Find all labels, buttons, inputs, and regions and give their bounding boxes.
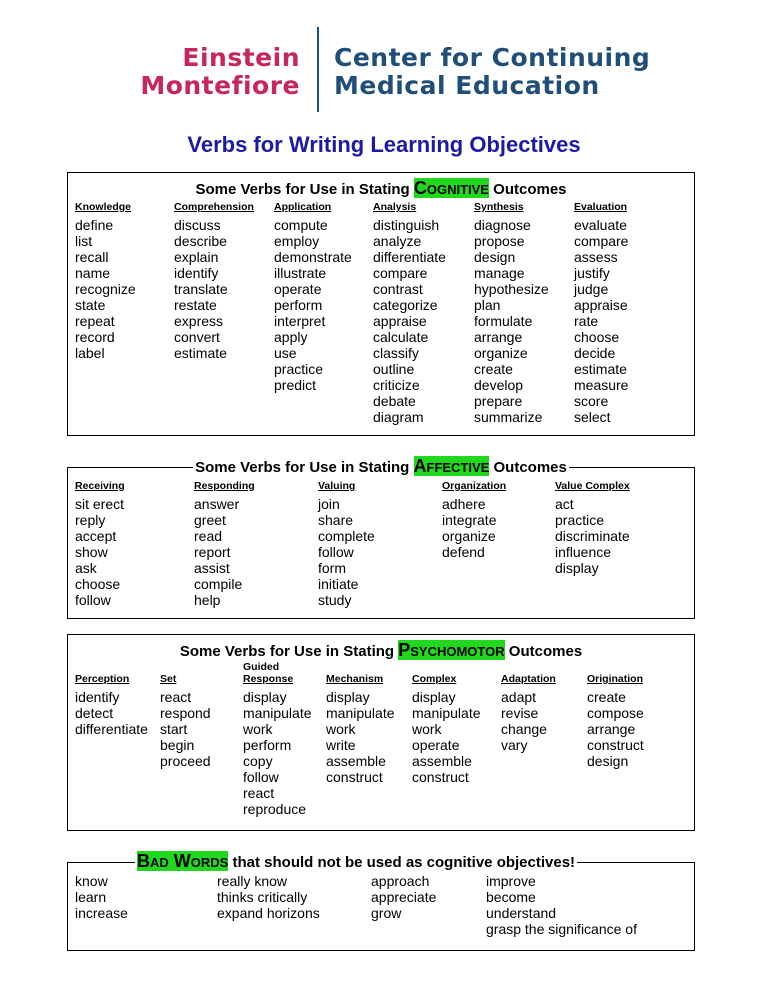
psychomotor-verb: work xyxy=(243,721,273,737)
psychomotor-column-header: Response xyxy=(243,673,294,685)
logo-left-line2: Montefiore xyxy=(140,71,300,100)
bad-words-verb: become xyxy=(486,889,536,905)
cognitive-verb: explain xyxy=(174,249,219,265)
psychomotor-verb: reproduce xyxy=(243,801,307,817)
affective-column xyxy=(318,480,375,608)
psychomotor-verb: assemble xyxy=(412,753,472,769)
cognitive-verb: apply xyxy=(274,329,308,345)
cognitive-verb: calculate xyxy=(373,329,429,345)
affective-verb: organize xyxy=(442,528,496,544)
affective-verb: show xyxy=(75,544,108,560)
cognitive-verb: diagnose xyxy=(474,217,531,233)
psychomotor-verb-list xyxy=(587,689,644,769)
cognitive-column-header: Application xyxy=(274,201,332,213)
cognitive-verb: restate xyxy=(174,297,217,313)
cognitive-heading-highlight: Cognitive xyxy=(413,178,489,198)
affective-section xyxy=(67,456,695,619)
cognitive-verb-list xyxy=(474,217,549,425)
cognitive-verb: illustrate xyxy=(274,265,327,281)
affective-verb: share xyxy=(318,512,354,528)
affective-verb: influence xyxy=(555,544,612,560)
cognitive-column-header: Evaluation xyxy=(574,201,628,213)
psychomotor-verb: adapt xyxy=(501,689,537,705)
cognitive-verb: select xyxy=(574,409,611,425)
cognitive-verb: organize xyxy=(474,345,528,361)
psychomotor-verb: work xyxy=(326,721,356,737)
affective-heading-post: Outcomes xyxy=(489,459,567,476)
affective-verb: follow xyxy=(75,592,111,608)
cognitive-verb: compare xyxy=(574,233,629,249)
cognitive-verb: analyze xyxy=(373,233,422,249)
cognitive-verb-list xyxy=(75,217,136,361)
cognitive-verb: create xyxy=(474,361,513,377)
cognitive-verb: diagram xyxy=(373,409,424,425)
psychomotor-column-header: Complex xyxy=(412,673,457,685)
cognitive-verb: differentiate xyxy=(373,249,446,265)
cognitive-verb-list xyxy=(174,217,254,361)
affective-column xyxy=(75,480,125,608)
cognitive-verb: categorize xyxy=(373,297,438,313)
affective-heading-highlight: Affective xyxy=(413,456,490,476)
psychomotor-column xyxy=(587,673,644,769)
logo-cme xyxy=(334,44,650,100)
cognitive-verb: develop xyxy=(474,377,524,393)
bad-words-section xyxy=(67,862,695,951)
cognitive-verb: prepare xyxy=(474,393,523,409)
cognitive-verb: manage xyxy=(474,265,525,281)
affective-verb: join xyxy=(318,496,340,512)
psychomotor-verb: follow xyxy=(243,769,279,785)
cognitive-column xyxy=(373,201,446,425)
bad-words-verb: expand horizons xyxy=(217,905,320,921)
psychomotor-verb: manipulate xyxy=(326,705,395,721)
cognitive-column xyxy=(274,201,352,393)
affective-verb-list xyxy=(318,496,375,608)
psychomotor-verb: change xyxy=(501,721,547,737)
psychomotor-verb: detect xyxy=(75,705,114,721)
psychomotor-heading-post: Outcomes xyxy=(504,643,583,660)
cognitive-verb: translate xyxy=(174,281,228,297)
cognitive-verb: recognize xyxy=(75,281,136,297)
psychomotor-verb: vary xyxy=(501,737,528,753)
cognitive-verb: use xyxy=(274,345,297,361)
cognitive-section xyxy=(67,172,695,436)
cognitive-verb: plan xyxy=(474,297,501,313)
affective-verb: integrate xyxy=(442,512,497,528)
cognitive-verb: outline xyxy=(373,361,415,377)
affective-verb: assist xyxy=(194,560,230,576)
cognitive-verb: operate xyxy=(274,281,322,297)
cognitive-verb: debate xyxy=(373,393,416,409)
cognitive-verb: predict xyxy=(274,377,317,393)
cognitive-verb: name xyxy=(75,265,111,281)
psychomotor-column xyxy=(501,673,556,753)
affective-verb: initiate xyxy=(318,576,359,592)
affective-verb-list xyxy=(555,496,630,576)
psychomotor-verb: arrange xyxy=(587,721,636,737)
psychomotor-verb: create xyxy=(587,689,626,705)
affective-column xyxy=(442,480,506,560)
cognitive-verb: estimate xyxy=(574,361,627,377)
cognitive-verb: define xyxy=(75,217,114,233)
bad-words-verb-list xyxy=(75,873,128,921)
affective-verb: complete xyxy=(318,528,375,544)
affective-verb: adhere xyxy=(442,496,486,512)
cognitive-verb: appraise xyxy=(373,313,427,329)
cognitive-column xyxy=(474,201,549,425)
bad-words-verb-list xyxy=(486,873,637,937)
psychomotor-verb-list xyxy=(501,689,556,753)
psychomotor-verb: begin xyxy=(160,737,195,753)
cognitive-column xyxy=(574,201,628,425)
bad-words-verb: really know xyxy=(217,873,288,889)
bad-words-heading-highlight: Bad Words xyxy=(137,851,229,871)
cognitive-verb: compare xyxy=(373,265,428,281)
affective-column xyxy=(555,480,630,576)
psychomotor-verb: respond xyxy=(160,705,211,721)
affective-verb: read xyxy=(194,528,223,544)
affective-heading xyxy=(68,456,694,477)
cognitive-verb: distinguish xyxy=(373,217,440,233)
psychomotor-verb: write xyxy=(326,737,356,753)
bad-words-verb: thinks critically xyxy=(217,889,308,905)
bad-words-column xyxy=(486,873,637,937)
affective-verb: compile xyxy=(194,576,243,592)
bad-words-verb: grasp the significance of xyxy=(486,921,637,937)
affective-verb: form xyxy=(318,560,346,576)
psychomotor-verb: revise xyxy=(501,705,539,721)
cognitive-verb: discuss xyxy=(174,217,221,233)
cognitive-verb: criticize xyxy=(373,377,420,393)
logo-left-line1: Einstein xyxy=(182,43,300,72)
cognitive-column xyxy=(174,201,254,361)
logo-right-line2: Medical Education xyxy=(334,71,600,100)
bad-words-verb-list xyxy=(371,873,436,921)
cognitive-verb: choose xyxy=(574,329,620,345)
psychomotor-verb: manipulate xyxy=(243,705,312,721)
psychomotor-verb: construct xyxy=(412,769,469,785)
cognitive-verb: arrange xyxy=(474,329,523,345)
psychomotor-verb: assemble xyxy=(326,753,386,769)
cognitive-verb: classify xyxy=(373,345,419,361)
psychomotor-column-header-line1: Guided xyxy=(243,661,280,673)
cognitive-verb-list xyxy=(574,217,628,425)
bad-words-column xyxy=(75,873,128,921)
logo-right-line1: Center for Continuing xyxy=(334,43,651,72)
cognitive-verb: state xyxy=(75,297,106,313)
psychomotor-verb: identify xyxy=(75,689,120,705)
bad-words-verb: learn xyxy=(75,889,107,905)
bad-words-verb: improve xyxy=(486,873,536,889)
cognitive-heading-pre: Some Verbs for Use in Stating xyxy=(195,181,414,198)
affective-column-header: Organization xyxy=(442,480,507,492)
affective-verb: sit erect xyxy=(75,496,125,512)
affective-verb: help xyxy=(194,592,221,608)
cognitive-verb: employ xyxy=(274,233,320,249)
cognitive-verb: hypothesize xyxy=(474,281,549,297)
psychomotor-column-header: Mechanism xyxy=(326,673,384,685)
cognitive-verb: list xyxy=(75,233,93,249)
psychomotor-verb: react xyxy=(243,785,275,801)
bad-words-verb: appreciate xyxy=(371,889,437,905)
affective-column-header: Receiving xyxy=(75,480,125,492)
bad-words-verb: approach xyxy=(371,873,430,889)
psychomotor-verb-list xyxy=(160,689,211,769)
affective-heading-pre: Some Verbs for Use in Stating xyxy=(195,459,414,476)
psychomotor-verb: copy xyxy=(243,753,273,769)
bad-words-column xyxy=(217,873,320,921)
cognitive-verb: justify xyxy=(574,265,610,281)
affective-column-header: Valuing xyxy=(318,480,356,492)
psychomotor-column xyxy=(243,661,312,817)
cognitive-heading xyxy=(68,178,694,199)
cognitive-verb: design xyxy=(474,249,516,265)
bad-words-verb-list xyxy=(217,873,320,921)
cognitive-verb: estimate xyxy=(174,345,227,361)
cognitive-verb: formulate xyxy=(474,313,533,329)
psychomotor-verb: operate xyxy=(412,737,460,753)
affective-verb: act xyxy=(555,496,574,512)
affective-verb: greet xyxy=(194,512,226,528)
psychomotor-verb: react xyxy=(160,689,192,705)
psychomotor-verb-list xyxy=(326,689,395,785)
affective-verb: practice xyxy=(555,512,605,528)
affective-verb-list xyxy=(194,496,255,608)
psychomotor-verb: construct xyxy=(326,769,383,785)
cognitive-verb: practice xyxy=(274,361,324,377)
affective-column xyxy=(194,480,255,608)
psychomotor-column-header: Perception xyxy=(75,673,130,685)
bad-words-verb: grow xyxy=(371,905,402,921)
psychomotor-verb: design xyxy=(587,753,629,769)
cognitive-verb: appraise xyxy=(574,297,628,313)
psychomotor-verb: display xyxy=(326,689,370,705)
logo-divider xyxy=(317,27,319,112)
cognitive-verb: convert xyxy=(174,329,220,345)
cognitive-heading-post: Outcomes xyxy=(488,181,567,198)
bad-words-heading-post: that should not be used as cognitive objectives! xyxy=(228,854,576,871)
affective-verb: study xyxy=(318,592,352,608)
psychomotor-column xyxy=(326,673,395,785)
psychomotor-column xyxy=(412,673,481,785)
bad-words-verb: know xyxy=(75,873,108,889)
cognitive-verb: describe xyxy=(174,233,227,249)
affective-column-header: Value Complex xyxy=(555,480,630,492)
cognitive-verb: compute xyxy=(274,217,328,233)
cognitive-verb: contrast xyxy=(373,281,423,297)
bad-words-verb: understand xyxy=(486,905,557,921)
cognitive-verb: decide xyxy=(574,345,616,361)
psychomotor-heading xyxy=(68,640,694,661)
bad-words-column xyxy=(371,873,436,921)
psychomotor-verb: proceed xyxy=(160,753,211,769)
affective-verb: accept xyxy=(75,528,117,544)
psychomotor-verb: differentiate xyxy=(75,721,148,737)
cognitive-verb: demonstrate xyxy=(274,249,352,265)
cognitive-verb: record xyxy=(75,329,115,345)
cognitive-verb: evaluate xyxy=(574,217,627,233)
psychomotor-column xyxy=(160,673,211,769)
psychomotor-verb: compose xyxy=(587,705,644,721)
cognitive-verb: express xyxy=(174,313,224,329)
cognitive-verb: label xyxy=(75,345,105,361)
cognitive-verb: rate xyxy=(574,313,599,329)
psychomotor-verb: display xyxy=(243,689,287,705)
cognitive-verb: assess xyxy=(574,249,618,265)
cognitive-verb: interpret xyxy=(274,313,326,329)
affective-verb-list xyxy=(442,496,506,560)
psychomotor-verb-list xyxy=(243,689,312,817)
psychomotor-heading-pre: Some Verbs for Use in Stating xyxy=(179,643,399,660)
cognitive-verb-list xyxy=(274,217,352,393)
affective-verb: follow xyxy=(318,544,354,560)
cognitive-verb: repeat xyxy=(75,313,115,329)
psychomotor-column-header: Origination xyxy=(587,673,643,685)
cognitive-verb: propose xyxy=(474,233,525,249)
psychomotor-verb: work xyxy=(412,721,442,737)
cognitive-verb: identify xyxy=(174,265,219,281)
cognitive-column xyxy=(75,201,136,361)
psychomotor-section xyxy=(67,634,695,831)
cognitive-verb: summarize xyxy=(474,409,543,425)
logo-einstein-montefiore xyxy=(0,44,300,100)
psychomotor-verb: manipulate xyxy=(412,705,481,721)
psychomotor-verb-list xyxy=(412,689,481,785)
psychomotor-column-header: Adaptation xyxy=(501,673,556,685)
affective-verb: display xyxy=(555,560,599,576)
cognitive-verb: judge xyxy=(574,281,609,297)
psychomotor-verb: start xyxy=(160,721,188,737)
psychomotor-verb: display xyxy=(412,689,456,705)
cognitive-column-header: Knowledge xyxy=(75,201,132,213)
cognitive-column-header: Analysis xyxy=(373,201,417,213)
bad-words-verb: increase xyxy=(75,905,128,921)
psychomotor-heading-highlight: Psychomotor xyxy=(398,640,505,660)
cognitive-verb: measure xyxy=(574,377,629,393)
psychomotor-column xyxy=(75,673,148,737)
affective-verb: discriminate xyxy=(555,528,630,544)
cognitive-verb: score xyxy=(574,393,609,409)
bad-words-heading-wrap xyxy=(135,851,577,871)
cognitive-verb: recall xyxy=(75,249,109,265)
cognitive-verb: perform xyxy=(274,297,323,313)
affective-verb: ask xyxy=(75,560,97,576)
affective-heading-wrap xyxy=(193,456,569,476)
affective-verb: report xyxy=(194,544,231,560)
affective-verb-list xyxy=(75,496,125,608)
cognitive-column-header: Comprehension xyxy=(174,201,254,213)
psychomotor-column-header: Set xyxy=(160,673,177,685)
affective-verb: defend xyxy=(442,544,485,560)
affective-verb: choose xyxy=(75,576,121,592)
psychomotor-verb: perform xyxy=(243,737,292,753)
cognitive-verb-list xyxy=(373,217,446,425)
bad-words-heading xyxy=(135,851,577,872)
page-title: Verbs for Writing Learning Objectives xyxy=(187,132,581,157)
affective-verb: answer xyxy=(194,496,240,512)
psychomotor-verb: construct xyxy=(587,737,644,753)
affective-verb: reply xyxy=(75,512,106,528)
psychomotor-verb-list xyxy=(75,689,148,737)
affective-column-header: Responding xyxy=(194,480,255,492)
cognitive-column-header: Synthesis xyxy=(474,201,524,213)
